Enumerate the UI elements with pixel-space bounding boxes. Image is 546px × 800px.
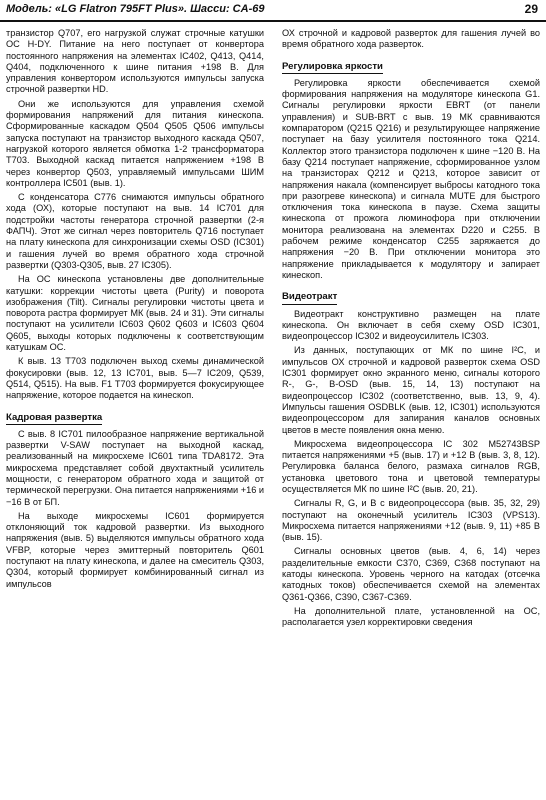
paragraph: Из данных, поступающих от МК по шине I²C, и импульсов ОХ строчной и кадровой разверток схема OSD IC301 формирует окно экранного меню, сигналы которого R-, G-, B-OSD (выв. 15, 14, 13) поступают на видеопроцессор IC302 (соответственно, выв. 13, 9, 4). Импульсы гашения OSDBLK (выв. 12, IC301) используются видеопроцессором для запирания каналов основных цветов в месте появления окна меню. bbox=[282, 345, 540, 435]
section-heading: Кадровая развертка bbox=[6, 412, 102, 425]
section-heading: Регулировка яркости bbox=[282, 61, 383, 74]
paragraph: Регулировка яркости обеспечивается схемой формирования напряжения на модуляторе кинескопа G1. Сигналы регулировки яркости EBRT (от панели управления) и SUB-BRT с выв. 19 МК сравниваются компаратором (Q215 Q216) и результирующее напряжение поступает на базу усилителя постоянного тока Q214. Коллектор этого транзистора подключен к шине −120 В. На базу Q214 поступает напряжение, сформированное узлом на транзисторах Q212 и Q213, которое зависит от напряжения накала (компенсирует выбросы катодного тока при разогреве кинескопа) и сигнала MUTE для быстрого отключения тока кинескопа в паузе. Схема защиты кинескопа от прожога люминофора при отключении монитора реализована на элементах D220 и C255. В рабочем режиме конденсатор C255 заряжается до напряжения −20 В. При отключении монитора это напряжение прикладывается к модулятору и запирает кинескоп. bbox=[282, 77, 540, 280]
header-title: Модель: «LG Flatron 795FT Plus». Шасси: CA-69 bbox=[6, 3, 265, 15]
section-vertical-scan bbox=[6, 406, 264, 590]
right-column bbox=[282, 28, 540, 798]
paragraph: С конденсатора C776 снимаются импульсы обратного хода (ОХ), которые поступают на выв. 14 IC701 для подстройки частоты генератора строчной развертки (2-я ФАПЧ). Этот же сигнал через повторитель Q716 поступает на плату кинескопа для синхронизации схемы OSD (IC301) и гашения лучей во время обратного хода строчной развертки (Q303-Q305, выв. 27 IC305). bbox=[6, 192, 264, 270]
paragraph: Они же используются для управления схемой формирования напряжений для питания кинескопа. Сформированные каскадом Q504 Q505 Q506 импульсы запуска поступают на транзистор выходного каскада Q507, нагрузкой которого является обмотка 1-2 трансформатора T703. Выходной каскад питается напряжением +198 В через конвертор Q503, управляемый импульсами ШИМ контроллера IC501 (выв. 1). bbox=[6, 98, 264, 188]
paragraph: ОХ строчной и кадровой разверток для гашения лучей во время обратного хода разверток. bbox=[282, 28, 540, 50]
paragraph: Видеотракт конструктивно размещен на плате кинескопа. Он включает в себя схему OSD IC301, видеопроцессор IC302 и видеоусилитель IC303. bbox=[282, 308, 540, 342]
section-brightness bbox=[282, 55, 540, 282]
left-column bbox=[6, 28, 264, 798]
paragraph: Сигналы основных цветов (выв. 4, 6, 14) через разделительные емкости C370, C369, C368 поступают на катоды кинескопа. Уровень черного на катодах (отсечка катодных токов) обеспечивается схемой на элементах Q361-Q366, C390, C367-C369. bbox=[282, 546, 540, 602]
section-heading: Видеотракт bbox=[282, 291, 337, 304]
paragraph: На ОС кинескопа установлены две дополнительные катушки: коррекции чистоты цвета (Purity) и поворота изображения (Tilt). Сигналы регулировки чистоты цвета и поворота растра формирует МК (выв. 24 и 31). Эти сигналы поступают на усилители IC603 Q602 Q603 и IC603 Q604 Q605, выходы которых подключены к соответствующим катушкам ОС. bbox=[6, 274, 264, 353]
paragraph: На дополнительной плате, установленной на ОС, располагается узел корректировки сведения bbox=[282, 605, 540, 628]
section-video-path bbox=[282, 285, 540, 628]
page-number: 29 bbox=[524, 2, 538, 16]
paragraph: На выходе микросхемы IC601 формируется отклоняющий ток кадровой развертки. Из выходного напряжения (выв. 5) выделяются импульсы обратного хода VFBP, которые через эмиттерный повторитель Q601 поступают на плату кинескопа, и далее на смеситель Q303, Q304, который формирует комбинированный сигнал из импульсов bbox=[6, 510, 264, 589]
paragraph: С выв. 8 IC701 пилообразное напряжение вертикальной развертки V-SAW поступает на выходной каскад, реализованный на микросхеме IC601 типа TDA8172. Эта микросхема представляет собой двухтактный усилитель мощности, с генератором обратного хода и защитой от термической перегрузки. Она питается напряжениями +16 и −16 В от БП. bbox=[6, 428, 264, 507]
paragraph: Микросхема видеопроцессора IC 302 M52743BSP питается напряжениями +5 (выв. 17) и +12 В (выв. 3, 8, 12). Регулировка баланса белого, размаха сигналов RGB, установка цветового тона и цветовой температуры осуществляется МК по шине I²C (выв. 20, 21). bbox=[282, 438, 540, 494]
paragraph: транзистор Q707, его нагрузкой служат строчные катушки ОС H-DY. Питание на него поступает от конвертора постоянного напряжения на элементах IC402, Q413, Q414, Q404, подключенного к шине питания +198 В. Для управления конвертором используются импульсы запуска строчной развертки HD. bbox=[6, 28, 264, 95]
paragraph: К выв. 13 T703 подключен выход схемы динамической фокусировки (выв. 12, 13 IC701, выв. 5—7 IC209, Q539, Q514, Q515). На выв. F1 T703 формируется фокусирующее напряжение, которое подается на кинескоп. bbox=[6, 356, 264, 401]
page-header bbox=[0, 0, 546, 22]
paragraph: Сигналы R, G, и B с видеопроцессора (выв. 35, 32, 29) поступают на оконечный усилитель IC303 (VPS13). Микросхема питается напряжениями +12 (выв. 9, 11) +85 В (выв. 15). bbox=[282, 498, 540, 543]
